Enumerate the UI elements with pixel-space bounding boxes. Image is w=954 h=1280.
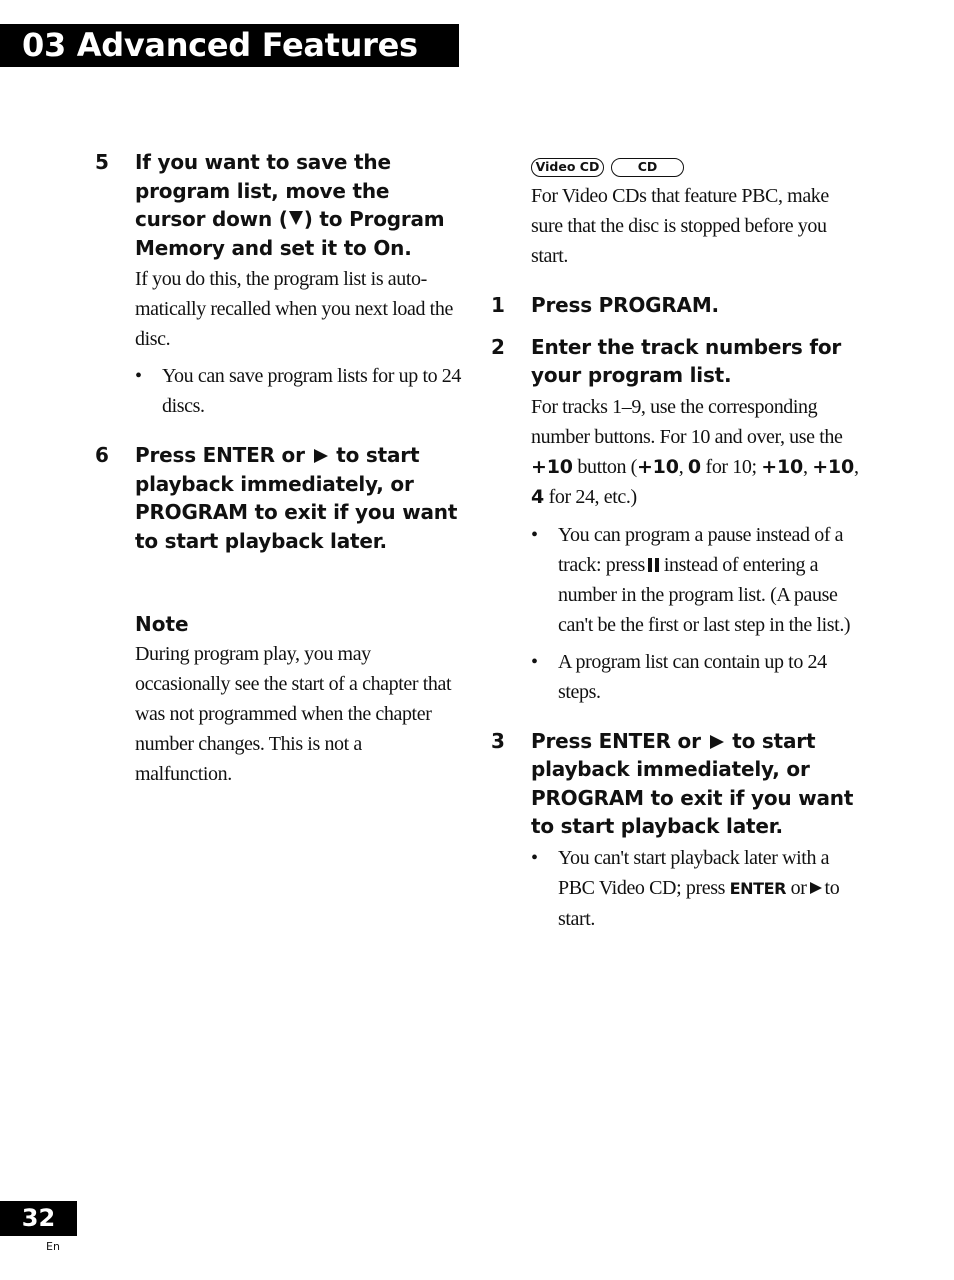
pause-icon bbox=[648, 558, 660, 572]
bullet-text: You can program a pause instead of a track: press bbox=[558, 523, 844, 576]
body-part: button ( bbox=[572, 455, 637, 478]
heading-part: If you want to save the program list, move the cursor down ( bbox=[135, 150, 391, 231]
note-heading: Note bbox=[135, 612, 189, 636]
step-number: 5 bbox=[95, 150, 109, 174]
heading-part: to start playback immediately, or PROGRAM to exit if you want to start playback later. bbox=[531, 728, 854, 838]
bullet-icon: • bbox=[531, 846, 538, 869]
body-part: , bbox=[678, 455, 688, 478]
step-3 bbox=[491, 727, 863, 934]
note-body: During program play, you may occasionally see the start of a chapter that was not programmed when the chapter number changes. This is not a malfunction. bbox=[135, 643, 452, 785]
bullet-item bbox=[531, 843, 863, 934]
body-part: for 10; bbox=[700, 455, 762, 478]
note bbox=[95, 610, 463, 789]
plus10-button-label: +10 bbox=[636, 455, 679, 478]
intro-text: For Video CDs that feature PBC, make sure that the disc is stopped before you start. bbox=[531, 185, 829, 267]
left-column bbox=[95, 148, 463, 789]
language-label: En bbox=[46, 1240, 60, 1253]
body-part: For tracks 1–9, use the corresponding number buttons. For 10 and over, use the bbox=[531, 395, 843, 448]
play-triangle-icon bbox=[810, 882, 822, 894]
play-triangle-icon bbox=[710, 735, 724, 749]
bullet-text: or bbox=[786, 876, 807, 899]
step-body: If you do this, the program list is auto-matically recalled when you next load the disc. bbox=[135, 268, 453, 350]
bullet-text: A program list can contain up to 24 steps. bbox=[558, 650, 827, 703]
zero-button-label: 0 bbox=[687, 455, 701, 478]
play-triangle-icon bbox=[314, 449, 328, 463]
bullet-item bbox=[531, 520, 863, 640]
disc-type-badges bbox=[531, 156, 863, 178]
step-5 bbox=[95, 148, 463, 421]
bullet-icon: • bbox=[135, 365, 142, 387]
chapter-title: 03 Advanced Features bbox=[0, 24, 459, 67]
step-6 bbox=[95, 441, 463, 555]
heading-part: to start playback immediately, or PROGRAM to exit if you want to start playback later. bbox=[135, 443, 458, 553]
plus10-button-label: +10 bbox=[812, 455, 854, 478]
cd-badge: CD bbox=[611, 158, 684, 177]
step-heading: Enter the track numbers for your program list. bbox=[531, 334, 842, 387]
step-heading: Press PROGRAM. bbox=[531, 293, 719, 317]
plus10-button-label: +10 bbox=[531, 455, 573, 478]
body-part: , bbox=[803, 455, 813, 478]
step-heading bbox=[135, 441, 463, 555]
step-2 bbox=[491, 333, 863, 707]
plus10-button-label: +10 bbox=[761, 455, 803, 478]
body-part: for 24, etc.) bbox=[544, 485, 637, 508]
body-part: , bbox=[853, 455, 859, 478]
heading-part: ) to Program Memory and set it to On. bbox=[135, 207, 445, 260]
step-body bbox=[531, 392, 863, 512]
right-column bbox=[491, 156, 863, 934]
bullet-text: You can't start playback later with a PBC Video CD; press bbox=[558, 846, 830, 899]
heading-part: Press ENTER or bbox=[531, 728, 701, 753]
step-number: 6 bbox=[95, 443, 109, 467]
down-triangle-icon bbox=[289, 211, 303, 225]
heading-part: Press ENTER or bbox=[135, 443, 305, 467]
bullet-text: to start. bbox=[558, 876, 840, 930]
step-heading bbox=[531, 727, 863, 841]
bullet-item bbox=[531, 647, 863, 707]
bullet-text: You can save program lists for up to 24 discs. bbox=[162, 365, 461, 417]
step-number: 3 bbox=[491, 728, 505, 753]
step-number: 2 bbox=[491, 334, 505, 359]
step-1 bbox=[491, 291, 863, 320]
bullet-icon: • bbox=[531, 650, 538, 673]
enter-button-label: ENTER bbox=[729, 878, 787, 898]
video-cd-badge: Video CD bbox=[531, 158, 604, 177]
bullet-text: instead of entering a number in the program list. (A pause can't be the first or last step in the list.) bbox=[558, 553, 851, 636]
bullet-item bbox=[135, 361, 463, 421]
page-number: 32 bbox=[0, 1201, 77, 1236]
bullet-icon: • bbox=[531, 523, 538, 546]
step-heading bbox=[135, 148, 463, 262]
four-button-label: 4 bbox=[531, 485, 545, 508]
step-number: 1 bbox=[491, 293, 505, 317]
